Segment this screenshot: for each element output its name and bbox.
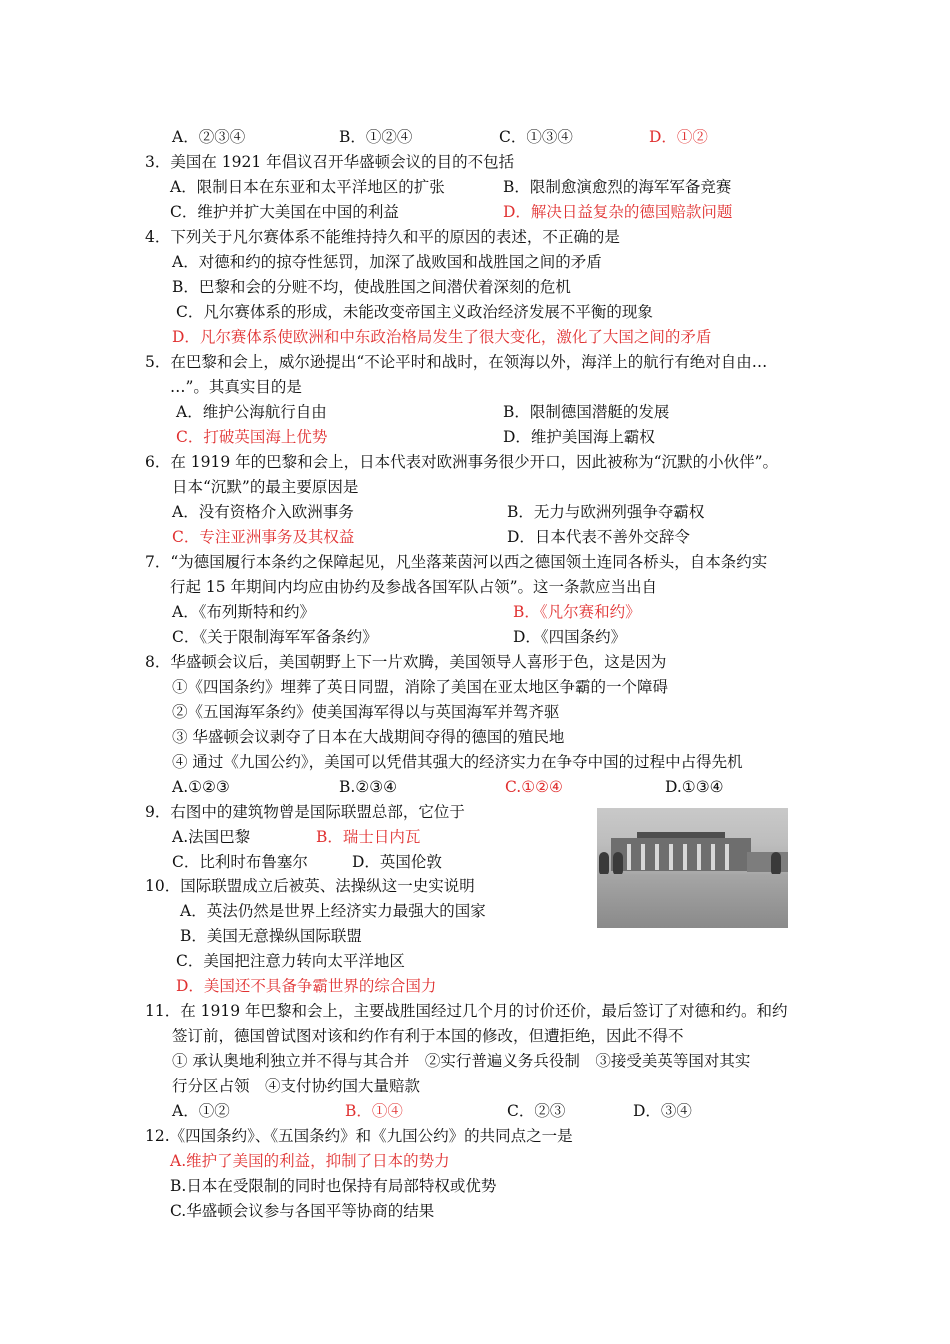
q7-option-d: D．《四国条约》 — [513, 628, 627, 646]
q11-items-line1: ① 承认奥地利独立并不得与其合并 ②实行普遍义务兵役制 ③接受美英等国对其实 — [172, 1052, 751, 1070]
q8-item-4: ④ 通过《九国公约》，美国可以凭借其强大的经济实力在争夺中国的过程中占得先机 — [172, 753, 743, 771]
q6-option-a: A．没有资格介入欧洲事务 — [172, 503, 354, 521]
q10-stem: 10．国际联盟成立后被英、法操纵这一史实说明 — [145, 877, 475, 895]
q12-option-b: B.日本在受限制的同时也保持有局部特权或优势 — [170, 1177, 497, 1195]
q3-option-b: B．限制愈演愈烈的海军军备竞赛 — [503, 178, 732, 196]
q11-option-a: A．①② — [172, 1102, 230, 1120]
q7-option-b-answer: B．《凡尔赛和约》 — [513, 603, 641, 621]
q11-stem-line1: 11．在 1919 年巴黎和会上，主要战胜国经过几个月的讨价还价，最后签订了对德和约。和约 — [145, 1002, 788, 1020]
q5-stem-line2: …”。其真实目的是 — [170, 378, 302, 396]
league-of-nations-building-photo — [597, 808, 788, 928]
q9-option-c: C．比利时布鲁塞尔 — [172, 853, 308, 871]
q6-stem-line2: 日本“沉默”的最主要原因是 — [172, 478, 359, 496]
q7-option-c: C．《关于限制海军军备条约》 — [172, 628, 378, 646]
q8-stem: 8．华盛顿会议后，美国朝野上下一片欢腾，美国领导人喜形于色，这是因为 — [145, 653, 667, 671]
q2-option-a: A．②③④ — [172, 128, 246, 146]
q9-option-a: A.法国巴黎 — [172, 828, 251, 846]
q5-stem-line1: 5．在巴黎和会上，威尔逊提出“不论平时和战时，在领海以外，海洋上的航行有绝对自由… — [145, 353, 768, 371]
q8-item-2: ②《五国海军条约》使美国海军得以与英国海军并驾齐驱 — [172, 703, 560, 721]
q4-option-b: B．巴黎和会的分赃不均，使战胜国之间潜伏着深刻的危机 — [172, 278, 571, 296]
q8-option-c-answer: C.①②④ — [505, 778, 563, 796]
q4-option-d-answer: D．凡尔赛体系使欧洲和中东政治格局发生了很大变化，激化了大国之间的矛盾 — [172, 328, 712, 346]
q9-option-b-answer: B．瑞士日内瓦 — [316, 828, 421, 846]
q2-option-b: B．①②④ — [339, 128, 413, 146]
q3-option-d-answer: D．解决日益复杂的德国赔款问题 — [503, 203, 733, 221]
q5-option-d: D．维护美国海上霸权 — [503, 428, 655, 446]
q8-option-d: D.①③④ — [665, 778, 724, 796]
q7-stem-line1: 7．“为德国履行本条约之保障起见，凡坐落莱茵河以西之德国领土连同各桥头，自本条约实 — [145, 553, 768, 571]
q8-option-a: A.①②③ — [172, 778, 230, 796]
q6-option-d: D．日本代表不善外交辞令 — [507, 528, 690, 546]
q2-option-c: C．①③④ — [499, 128, 573, 146]
q4-option-c: C．凡尔赛体系的形成，未能改变帝国主义政治经济发展不平衡的现象 — [176, 303, 653, 321]
q3-stem: 3．美国在 1921 年倡议召开华盛顿会议的目的不包括 — [145, 153, 515, 171]
q10-option-c: C．美国把注意力转向太平洋地区 — [176, 952, 405, 970]
q5-option-a: A．维护公海航行自由 — [176, 403, 327, 421]
q5-option-b: B．限制德国潜艇的发展 — [503, 403, 670, 421]
q10-option-b: B．美国无意操纵国际联盟 — [180, 927, 362, 945]
q6-option-c-answer: C．专注亚洲事务及其权益 — [172, 528, 355, 546]
q11-stem-line2: 签订前，德国曾试图对该和约作有利于本国的修改，但遭拒绝，因此不得不 — [172, 1027, 684, 1045]
q7-option-a: A．《布列斯特和约》 — [172, 603, 315, 621]
q7-stem-line2: 行起 15 年期间内均应由协约及参战各国军队占领”。这一条款应当出自 — [170, 578, 658, 596]
q12-stem: 12.《四国条约》、《五国条约》和《九国公约》的共同点之一是 — [145, 1127, 573, 1145]
q12-option-c: C.华盛顿会议参与各国平等协商的结果 — [170, 1202, 435, 1220]
q12-option-a-answer: A.维护了美国的利益，抑制了日本的势力 — [170, 1152, 450, 1170]
q11-option-c: C．②③ — [507, 1102, 566, 1120]
q6-option-b: B．无力与欧洲列强争夺霸权 — [507, 503, 705, 521]
q5-option-c-answer: C．打破英国海上优势 — [176, 428, 328, 446]
q11-option-b-answer: B．①④ — [345, 1102, 403, 1120]
q9-option-d: D．英国伦敦 — [352, 853, 442, 871]
q6-stem-line1: 6．在 1919 年的巴黎和会上，日本代表对欧洲事务很少开口，因此被称为“沉默的小伙伴”。 — [145, 453, 779, 471]
q11-items-line2: 行分区占领 ④支付协约国大量赔款 — [172, 1077, 421, 1095]
q8-option-b: B.②③④ — [339, 778, 398, 796]
q3-option-c: C．维护并扩大美国在中国的利益 — [170, 203, 399, 221]
q9-stem: 9．右图中的建筑物曾是国际联盟总部，它位于 — [145, 803, 465, 821]
q2-option-d-answer: D．①② — [649, 128, 708, 146]
q10-option-d-answer: D．美国还不具备争霸世界的综合国力 — [176, 977, 437, 995]
q8-item-1: ①《四国条约》埋葬了英日同盟，消除了美国在亚太地区争霸的一个障碍 — [172, 678, 669, 696]
q3-option-a: A．限制日本在东亚和太平洋地区的扩张 — [170, 178, 445, 196]
q10-option-a: A．英法仍然是世界上经济实力最强大的国家 — [180, 902, 486, 920]
q4-stem: 4．下列关于凡尔赛体系不能维持持久和平的原因的表述，不正确的是 — [145, 228, 620, 246]
q4-option-a: A．对德和约的掠夺性惩罚，加深了战败国和战胜国之间的矛盾 — [172, 253, 602, 271]
q11-option-d: D．③④ — [633, 1102, 692, 1120]
q8-item-3: ③ 华盛顿会议剥夺了日本在大战期间夺得的德国的殖民地 — [172, 728, 565, 746]
